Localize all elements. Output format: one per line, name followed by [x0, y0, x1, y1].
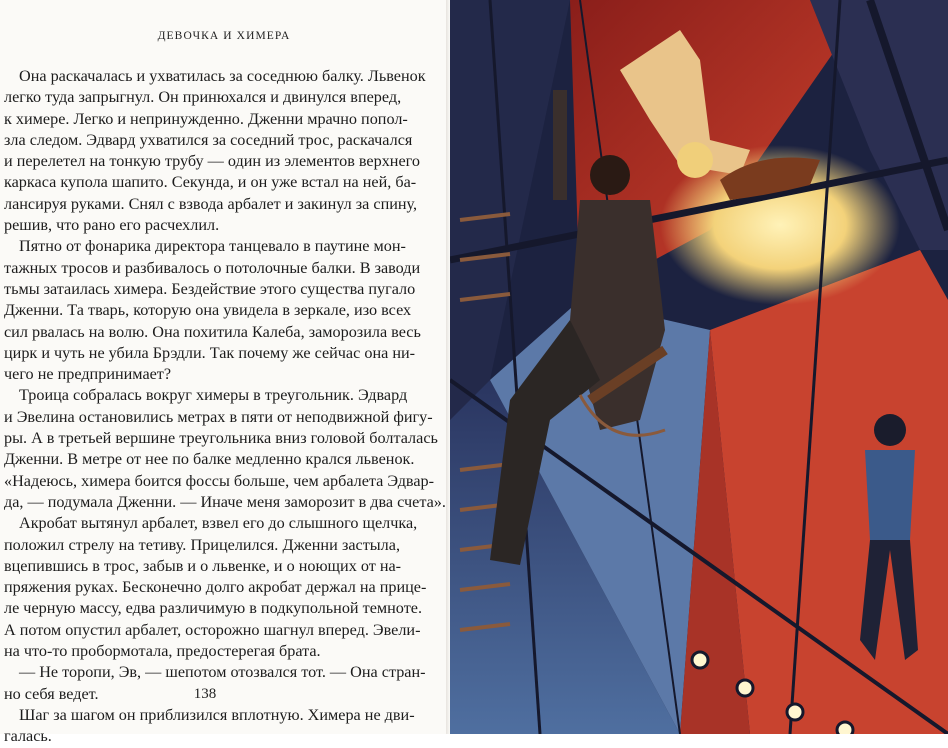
text-line: Дженни. Та тварь, которую она увидела в зеркале, изо всех — [4, 301, 412, 320]
text-line: Акробат вытянул арбалет, взвел его до слышного щелчка, — [19, 514, 418, 533]
text-line: Пятно от фонарика директора танцевало в паутине мон- — [19, 237, 406, 256]
text-line: — Не торопи, Эв, — шепотом отозвался тот. — Она стран- — [19, 663, 426, 682]
text-line: А потом опустил арбалет, осторожно шагнул вперед. Эвели- — [4, 620, 421, 639]
text-line: Шаг за шагом он приблизился вплотную. Химера не дви- — [19, 705, 415, 724]
text-line: но себя ведет. — [4, 684, 99, 703]
paragraph — [4, 236, 421, 385]
illustration — [450, 0, 948, 734]
text-line: «Надеюсь, химера боится фоссы больше, чем арбалета Эдвар- — [4, 471, 435, 490]
paragraph — [4, 513, 427, 662]
text-line: каркаса купола шапито. Секунда, и он уже встал на ней, ба- — [4, 173, 417, 192]
circus-illustration-svg — [450, 0, 948, 734]
paragraph — [4, 385, 446, 513]
text-line: сил рвалась на волю. Она похитила Калеба, заморозила весь — [4, 322, 421, 341]
page-number: 138 — [193, 686, 217, 702]
text-line: зла следом. Эдвард ухватился за соседний трос, раскачался — [4, 130, 413, 149]
text-line: да, — подумала Дженни. — Иначе меня заморозит в два счета». — [4, 492, 446, 511]
text-line: на что-то пробормотала, предостерегая брата. — [4, 642, 321, 661]
text-line: и Эвелина остановились метрах в пяти от неподвижной фигу- — [4, 407, 433, 426]
text-line: цирк и чуть не убила Брэдли. Так почему же сейчас она ни- — [4, 343, 416, 362]
text-line: чего не предпринимает? — [4, 365, 172, 384]
text-line: тажных тросов и разбивалось о потолочные балки. В заводи — [4, 258, 421, 277]
text-line: положил стрелу на тетиву. Прицелился. Дженни застыла, — [4, 535, 400, 554]
running-head: ДЕВОЧКА И ХИМЕРА — [157, 30, 291, 42]
text-line: легко туда запрыгнул. Он принюхался и двинулся вперед, — [4, 88, 402, 107]
text-line: Дженни. В метре от нее по балке медленно крался львенок. — [4, 450, 415, 469]
paragraph — [4, 705, 415, 748]
text-line: Она раскачалась и ухватилась за соседнюю балку. Львенок — [19, 67, 426, 85]
text-line: вцепившись в трос, забыв и о львенке, и о ноющих от на- — [4, 556, 402, 575]
text-line: ры. А в третьей вершине треугольника вниз головой болталась — [4, 429, 438, 448]
body-text — [4, 66, 446, 748]
text-line: тьмы затаилась химера. Бездействие этого существа пугало — [4, 279, 416, 298]
text-line: пряжения руках. Бесконечно долго акробат держал на прице- — [4, 578, 427, 597]
text-line: галась. — [4, 727, 52, 746]
paragraph — [4, 66, 426, 236]
text-line: и перелетел на тонкую трубу — один из элементов верхнего — [4, 152, 420, 171]
text-line: ле черную массу, едва различимую в подкупольной темноте. — [4, 599, 422, 618]
text-line: к химере. Легко и непринужденно. Дженни мрачно попол- — [4, 109, 408, 128]
text-line: лансируя руками. Снял с взвода арбалет и закинул за спину, — [4, 194, 418, 213]
left-page — [0, 0, 448, 746]
text-line: решив, что рано его расчехлил. — [4, 216, 220, 235]
text-line: Троица собралась вокруг химеры в треугольник. Эдвард — [19, 386, 408, 405]
